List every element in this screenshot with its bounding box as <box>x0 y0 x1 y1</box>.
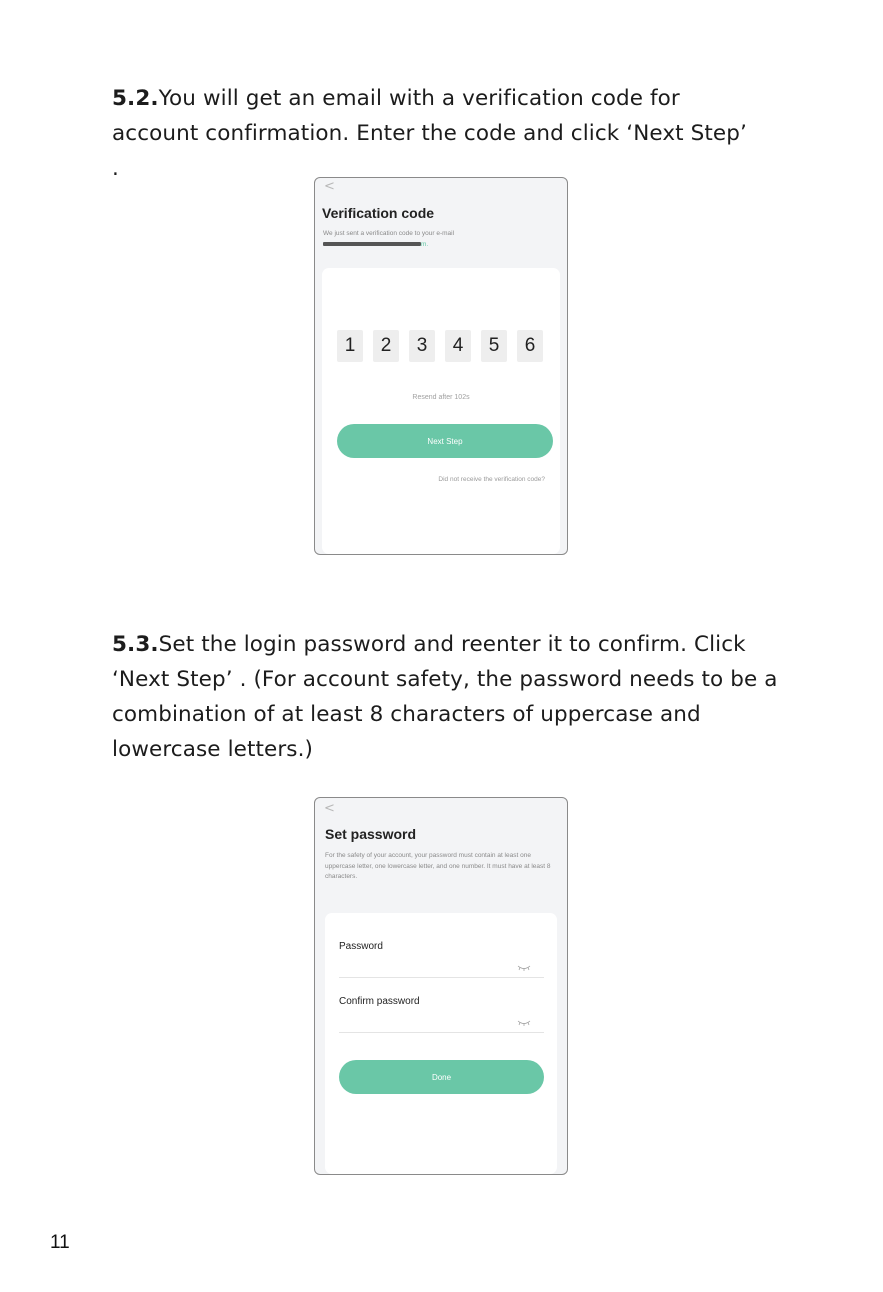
screen-title: Set password <box>325 826 417 842</box>
back-chevron-icon[interactable]: < <box>324 801 335 816</box>
not-received-link[interactable]: Did not receive the verification code? <box>438 476 545 483</box>
step-5-2-instruction <box>112 81 752 186</box>
set-password-screen <box>314 797 568 1175</box>
screen-title: Verification code <box>322 205 435 221</box>
done-button[interactable]: Done <box>339 1060 544 1094</box>
code-digit[interactable]: 2 <box>373 330 399 362</box>
next-step-button[interactable]: Next Step <box>337 424 553 458</box>
step-text: Set the login password and reenter it to confirm. Click ‘Next Step’ . (For account safety, the password needs to be a combination of at least 8 characters of uppercase and lowercase letters.) <box>112 632 778 762</box>
code-card <box>322 268 560 554</box>
code-digit[interactable]: 1 <box>337 330 363 362</box>
hidden-eye-icon[interactable] <box>517 1020 531 1026</box>
confirm-password-label: Confirm password <box>339 996 420 1007</box>
subtitle-text: We just sent a verification code to your e-mail <box>323 230 455 237</box>
redacted-email <box>323 242 421 246</box>
step-text: You will get an email with a verification code for account confirmation. Enter the code and click ‘Next Step’ . <box>112 86 747 181</box>
step-5-3-instruction <box>112 627 792 767</box>
hidden-eye-icon[interactable] <box>517 965 531 971</box>
screen-subtitle <box>323 229 454 250</box>
code-digit[interactable]: 4 <box>445 330 471 362</box>
password-input-line[interactable] <box>339 977 544 978</box>
step-number: 5.2. <box>112 86 159 111</box>
code-digits[interactable] <box>337 330 543 362</box>
verification-code-screen <box>314 177 568 555</box>
password-label: Password <box>339 941 383 952</box>
step-number: 5.3. <box>112 632 159 657</box>
password-card <box>325 913 557 1174</box>
code-digit[interactable]: 3 <box>409 330 435 362</box>
page-number: 11 <box>50 1232 70 1253</box>
resend-countdown: Resend after 102s <box>412 394 470 401</box>
password-requirements: For the safety of your account, your password must contain at least one uppercase letter, one lowercase letter, and one number. It must have at least 8 characters. <box>325 852 551 880</box>
email-suffix: m. <box>421 240 429 248</box>
code-digit[interactable]: 6 <box>517 330 543 362</box>
back-chevron-icon[interactable]: < <box>324 179 335 194</box>
code-digit[interactable]: 5 <box>481 330 507 362</box>
confirm-password-input-line[interactable] <box>339 1032 544 1033</box>
